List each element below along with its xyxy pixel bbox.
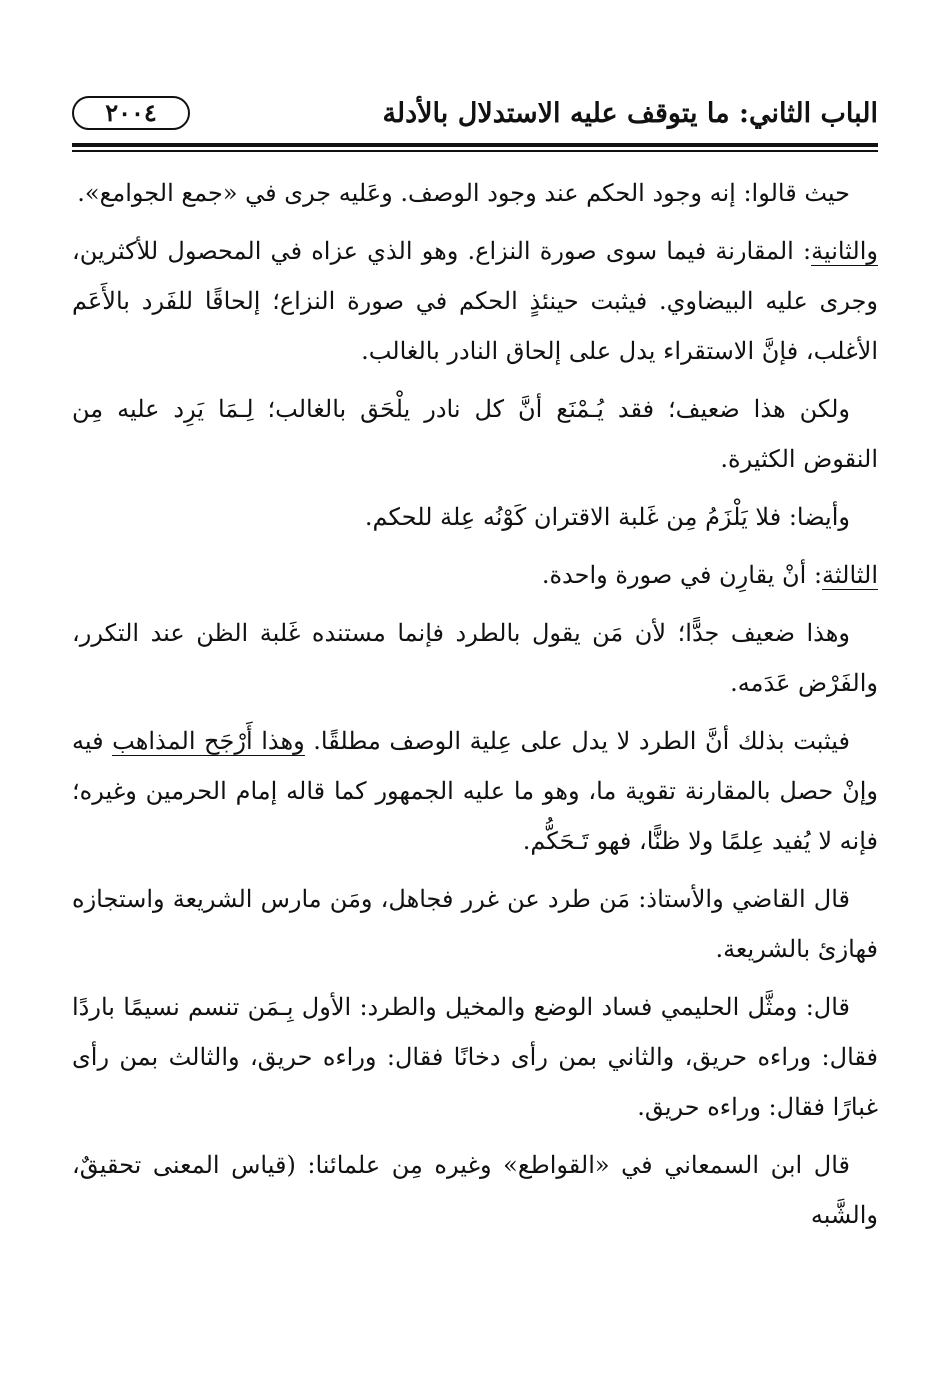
paragraph-text-post: فيه وإنْ حصل بالمقارنة تقوية ما، وهو ما عليه الجمهور كما قاله إمام الحرمين وغيره؛ فإنه لا يُفيد عِلمًا ولا ظنًّا، فهو تَـحَكُّم. bbox=[72, 727, 878, 855]
paragraph-text: حيث قالوا: إنه وجود الحكم عند وجود الوصف. وعَليه جرى في «جمع الجوامع». bbox=[77, 179, 850, 207]
header-rule-thin bbox=[72, 150, 878, 152]
paragraph-1 bbox=[72, 168, 878, 218]
paragraph-text: : أنْ يقارِن في صورة واحدة. bbox=[541, 561, 823, 589]
paragraph-text: وأيضا: فلا يَلْزَمُ مِن غَلبة الاقتران كَوْنُه عِلة للحكم. bbox=[364, 503, 850, 531]
paragraph-text: قال القاضي والأستاذ: مَن طرد عن غرر فجاهل، ومَن مارس الشريعة واستجازه فهازئ بالشريعة. bbox=[72, 885, 878, 963]
paragraph-text: : المقارنة فيما سوى صورة النزاع. وهو الذي عزاه في المحصول للأكثرين، وجرى عليه البيضاوي. فيثبت حينئذٍ الحكم في صورة النزاع؛ إلحاقًا للفَرد بالأَعَم الأغلب، فإنَّ الاستقراء يدل على إلحاق النادر بالغالب. bbox=[72, 237, 878, 365]
paragraph-9 bbox=[72, 982, 878, 1132]
paragraph-7 bbox=[72, 716, 878, 866]
paragraph-lead: والثانية bbox=[811, 237, 878, 265]
paragraph-text: قال ابن السمعاني في «القواطع» وغيره مِن علمائنا: (قياس المعنى تحقيقٌ، والشَّبه bbox=[72, 1151, 878, 1229]
body-text bbox=[72, 168, 878, 1248]
chapter-title: الباب الثاني: ما يتوقف عليه الاستدلال بالأدلة bbox=[382, 98, 878, 129]
paragraph-10 bbox=[72, 1140, 878, 1240]
running-header bbox=[72, 92, 878, 142]
paragraph-text: قال: ومثَّل الحليمي فساد الوضع والمخيل والطرد: الأول بِـمَن تنسم نسيمًا باردًا فقال: وراءه حريق، والثاني بمن رأى دخانًا فقال: وراءه حريق، والثالث بمن رأى غبارًا فقال: وراءه حريق. bbox=[72, 993, 878, 1121]
paragraph-text: ولكن هذا ضعيف؛ فقد يُـمْنَع أنَّ كل نادر يلْحَق بالغالب؛ لِـمَا يَرِد عليه مِن النقوض الكثيرة. bbox=[72, 395, 878, 473]
paragraph-lead: الثالثة bbox=[822, 561, 878, 589]
underlined-phrase: وهذا أَرْجَح المذاهب bbox=[112, 727, 305, 755]
paragraph-text: وهذا ضعيف جدًّا؛ لأن مَن يقول بالطرد فإنما مستنده غَلبة الظن عند التكرر، والفَرْض عَدَمه. bbox=[72, 619, 878, 697]
paragraph-3 bbox=[72, 384, 878, 484]
paragraph-2 bbox=[72, 226, 878, 376]
header-rule-thick bbox=[72, 143, 878, 147]
page-number: ٢٠٠٤ bbox=[72, 96, 190, 130]
paragraph-6 bbox=[72, 608, 878, 708]
paragraph-text-pre: فيثبت بذلك أنَّ الطرد لا يدل على عِلية الوصف مطلقًا. bbox=[304, 727, 851, 755]
paragraph-8 bbox=[72, 874, 878, 974]
paragraph-5 bbox=[72, 550, 878, 600]
paragraph-4 bbox=[72, 492, 878, 542]
